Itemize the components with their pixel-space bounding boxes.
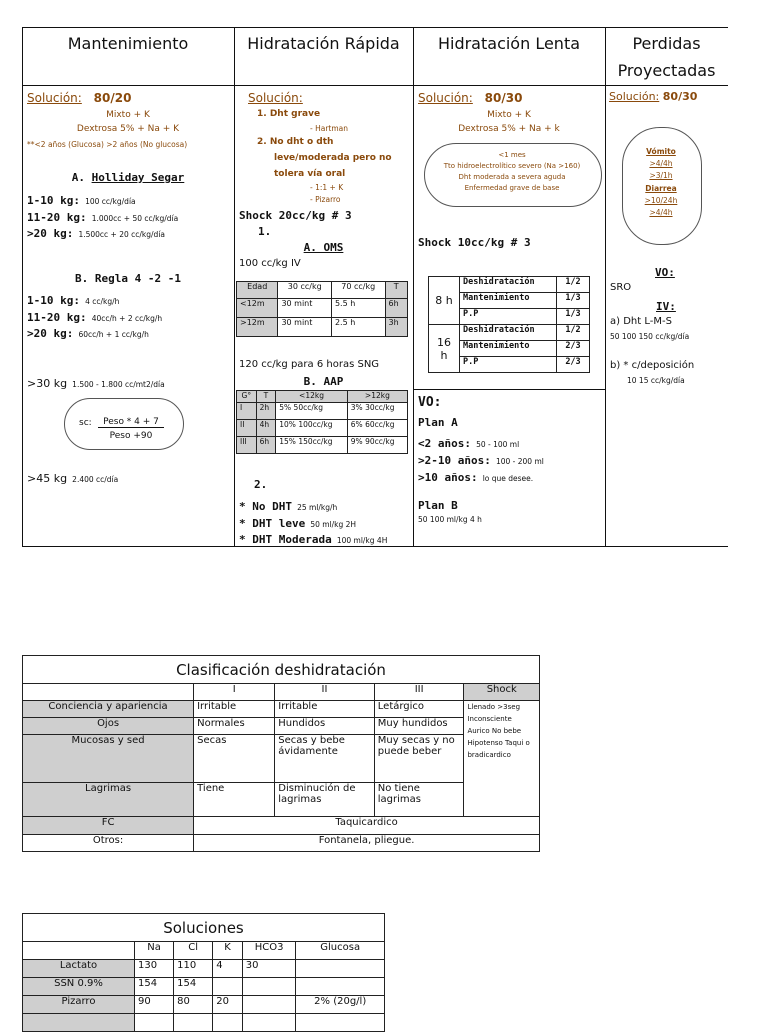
- rap-two: 2.: [254, 478, 268, 491]
- diarrea-label: Diarrea: [645, 184, 677, 193]
- mod-key: * DHT Moderada: [239, 533, 332, 546]
- hs-letter: A.: [71, 171, 85, 184]
- header-perdidas: Perdidas: [632, 34, 701, 53]
- clas-cell: Disminución de lagrimas: [275, 783, 375, 817]
- lenta-table: [428, 276, 590, 373]
- clas-title-row: [23, 656, 540, 684]
- sol-cell: 4: [213, 960, 243, 978]
- sol-cell: [296, 1014, 385, 1032]
- oms-row: [237, 282, 408, 299]
- sol-cell: SSN 0.9%: [23, 978, 135, 996]
- oms-cell: 5.5 h: [331, 299, 385, 318]
- a3-key: >10 años:: [418, 471, 478, 484]
- sol-cell: 90: [135, 996, 174, 1014]
- sol-cell: [296, 978, 385, 996]
- oms-cell: >12m: [237, 318, 278, 337]
- sol-cell: [242, 1014, 296, 1032]
- clas-fc-row: [23, 817, 540, 835]
- perd-vo: VO:: [655, 266, 675, 279]
- r3-key: >20 kg:: [27, 327, 74, 340]
- sol-col-header: HCO3: [242, 942, 296, 960]
- rap-s2b: leve/moderada pero no: [274, 153, 392, 163]
- lenta-value: 1/2: [557, 325, 590, 341]
- clas-cell: Lagrimas: [23, 783, 194, 817]
- lenta-line-1: Mixto + K: [487, 110, 531, 120]
- over45-key: >45 kg: [27, 472, 68, 485]
- lenta-value: 2/3: [557, 357, 590, 373]
- aap-row: [237, 437, 408, 454]
- header-mantenimiento: Mantenimiento: [67, 34, 189, 53]
- sng-line: 120 cc/kg para 6 horas SNG: [239, 359, 380, 370]
- vomito-v2: >4/4h: [649, 159, 673, 168]
- sol-col-header: Na: [135, 942, 174, 960]
- lenta-label: Deshidratación: [460, 325, 557, 341]
- sol-cell: 154: [174, 978, 213, 996]
- aap-cell: <12kg: [276, 391, 348, 403]
- nodht-key: * No DHT: [239, 500, 292, 513]
- oms-cell: 30 cc/kg: [278, 282, 332, 299]
- sc-label: sc:: [79, 418, 92, 428]
- aap-table: [236, 390, 408, 454]
- hs2-key: 11-20 kg:: [27, 211, 87, 224]
- mod-value: 100 ml/kg 4H: [336, 536, 388, 545]
- perd-a: a) Dht L-M-S: [610, 316, 672, 327]
- sol-col-header: Cl: [174, 942, 213, 960]
- clas-cell: Muy hundidos: [374, 718, 464, 735]
- soluciones-table: [22, 913, 385, 1032]
- sol-col-header: K: [213, 942, 243, 960]
- lenta-value: 1/3: [557, 309, 590, 325]
- vomito-v3: >3/1h: [649, 171, 673, 180]
- hs-title: Holliday Segar: [91, 171, 185, 184]
- clas-col-header: III: [374, 684, 464, 701]
- aap-cell: II: [237, 420, 257, 437]
- clas-col-header: Shock: [464, 684, 540, 701]
- sol-cell: 2% (20g/l): [296, 996, 385, 1014]
- lenta-line-2: Dextrosa 5% + Na + k: [458, 124, 560, 134]
- clas-cell: Secas: [194, 735, 275, 783]
- sc-numerator: Peso * 4 + 7: [98, 417, 164, 428]
- clasificacion-table: [22, 655, 540, 852]
- leve-value: 50 ml/kg 2H: [310, 520, 357, 529]
- clas-otros-row: [23, 835, 540, 852]
- r1-value: 4 cc/kg/h: [85, 297, 120, 306]
- clas-shock-cell: Llenado >3seg Inconsciente Aurico No bebe Hipotenso Taqui o bradicardico: [464, 701, 540, 817]
- mant-line-1: Mixto + K: [106, 110, 150, 120]
- sol-cell: 110: [174, 960, 213, 978]
- clas-cell: Irritable: [275, 701, 375, 718]
- r2-key: 11-20 kg:: [27, 311, 87, 324]
- sol-cell: Lactato: [23, 960, 135, 978]
- aap-row: [237, 403, 408, 420]
- oms-row: [237, 318, 408, 337]
- leve-key: * DHT leve: [239, 517, 306, 530]
- sol-row: [23, 978, 385, 996]
- a1-key: <2 años:: [418, 437, 471, 450]
- solucion-value: 80/20: [93, 91, 132, 105]
- a3-value: lo que desee.: [482, 474, 534, 483]
- lenta-value: 1/3: [557, 293, 590, 309]
- hs2-value: 1.000cc + 50 cc/kg/día: [91, 214, 179, 223]
- lenta-row: [429, 325, 590, 341]
- sol-cell: [174, 1014, 213, 1032]
- aap-cell: 6h: [256, 437, 276, 454]
- sol-cell: [213, 978, 243, 996]
- clas-cell: Normales: [194, 718, 275, 735]
- header-proyectadas: Proyectadas: [617, 61, 716, 80]
- perd-b-value: 10 15 cc/kg/día: [627, 376, 685, 385]
- rap-s1a: - Hartman: [310, 124, 349, 133]
- plan-b: Plan B: [418, 499, 458, 512]
- plan-a: Plan A: [418, 416, 458, 429]
- clas-cell: Mucosas y sed: [23, 735, 194, 783]
- clas-row: [23, 701, 540, 718]
- a1-value: 50 - 100 ml: [476, 440, 520, 449]
- header-hidratacion-lenta: Hidratación Lenta: [437, 34, 581, 53]
- perd-iv: IV:: [656, 300, 676, 313]
- aap-row: [237, 391, 408, 403]
- oms-cell: T: [385, 282, 408, 299]
- sol-cell: [213, 1014, 243, 1032]
- aap-cell: 4h: [256, 420, 276, 437]
- cloud-line-4: Enfermedad grave de base: [464, 184, 560, 192]
- sol-cell: [296, 960, 385, 978]
- lenta-label: P.P: [460, 357, 557, 373]
- sol-cell: 20: [213, 996, 243, 1014]
- clas-cell: Irritable: [194, 701, 275, 718]
- rap-s1: 1. Dht grave: [257, 109, 321, 119]
- aap-cell: 6% 60cc/kg: [347, 420, 407, 437]
- over30-value: 1.500 - 1.800 cc/mt2/día: [72, 380, 165, 389]
- over30-key: >30 kg: [27, 377, 68, 390]
- oms-cell: <12m: [237, 299, 278, 318]
- rap-one: 1.: [258, 225, 272, 238]
- sol-row: [23, 960, 385, 978]
- clas-cell: Secas y bebe ávidamente: [275, 735, 375, 783]
- clas-cell: Ojos: [23, 718, 194, 735]
- hs3-value: 1.500cc + 20 cc/kg/día: [78, 230, 165, 239]
- vomito-label: Vómito: [646, 147, 676, 156]
- otros-value: Fontanela, pliegue.: [194, 835, 540, 852]
- sol-cell: Pizarro: [23, 996, 135, 1014]
- aap-cell: 5% 50cc/kg: [276, 403, 348, 420]
- lenta-value: 2/3: [557, 341, 590, 357]
- rap-s2c: tolera vía oral: [274, 169, 346, 179]
- oms-title: A. OMS: [303, 241, 344, 254]
- clas-row: [23, 718, 540, 735]
- clas-header-row: [23, 684, 540, 701]
- clas-col-header: I: [194, 684, 275, 701]
- lenta-solucion-label: Solución:: [418, 91, 473, 105]
- hs1-key: 1-10 kg:: [27, 194, 80, 207]
- rap-s2e: - Pizarro: [310, 195, 341, 204]
- r3-value: 60cc/h + 1 cc/kg/h: [78, 330, 149, 339]
- sol-cell: 154: [135, 978, 174, 996]
- sol-cell: 130: [135, 960, 174, 978]
- clas-row: [23, 783, 540, 817]
- lenta-label: Mantenimiento: [460, 341, 557, 357]
- perd-solucion-label: Solución:: [609, 90, 660, 103]
- a2-key: >2-10 años:: [418, 454, 491, 467]
- aap-cell: 15% 150cc/kg: [276, 437, 348, 454]
- solucion-label: Solución:: [27, 91, 82, 105]
- lenta-time: 8 h: [429, 277, 460, 325]
- oms-row: [237, 299, 408, 318]
- lenta-label: P.P: [460, 309, 557, 325]
- oms-cell: Edad: [237, 282, 278, 299]
- aap-row: [237, 420, 408, 437]
- sol-cell: 80: [174, 996, 213, 1014]
- clas-cell: Tiene: [194, 783, 275, 817]
- clas-col-header: II: [275, 684, 375, 701]
- rap-s2d: - 1:1 + K: [310, 183, 344, 192]
- clas-cell: Muy secas y no puede beber: [374, 735, 464, 783]
- clas-cell: Hundidos: [275, 718, 375, 735]
- cloud-line-2: Tto hidroelectrolítico severo (Na >160): [443, 162, 581, 170]
- hs3-key: >20 kg:: [27, 227, 74, 240]
- sol-col-header: [23, 942, 135, 960]
- sol-row: [23, 1014, 385, 1032]
- oms-cell: 70 cc/kg: [331, 282, 385, 299]
- lenta-solucion-value: 80/30: [484, 91, 523, 105]
- oms-cell: 6h: [385, 299, 408, 318]
- lenta-time: 16 h: [429, 325, 460, 373]
- sol-col-header: Glucosa: [296, 942, 385, 960]
- rap-shock: Shock 20cc/kg # 3: [239, 209, 352, 222]
- oms-cell: 3h: [385, 318, 408, 337]
- sol-cell: [23, 1014, 135, 1032]
- oms-cell: 2.5 h: [331, 318, 385, 337]
- lenta-label: Mantenimiento: [460, 293, 557, 309]
- perd-a-value: 50 100 150 cc/kg/día: [610, 332, 690, 341]
- aap-cell: 2h: [256, 403, 276, 420]
- plan-b-value: 50 100 ml/kg 4 h: [418, 515, 482, 524]
- clas-col-header: [23, 684, 194, 701]
- sol-cell: [242, 978, 296, 996]
- cloud-line-3: Dht moderada a severa aguda: [458, 173, 566, 181]
- header-hidratacion-rapida: Hidratación Rápida: [247, 34, 400, 53]
- aap-cell: 9% 90cc/kg: [347, 437, 407, 454]
- a2-value: 100 - 200 ml: [495, 457, 544, 466]
- aap-cell: T: [256, 391, 276, 403]
- oms-cell: 30 mint: [278, 299, 332, 318]
- oms-line: 100 cc/kg IV: [239, 258, 301, 269]
- r2-value: 40cc/h + 2 cc/kg/h: [91, 314, 163, 323]
- clas-cell: Letárgico: [374, 701, 464, 718]
- diarrea-v2: >10/24h: [644, 196, 678, 205]
- oms-table: [236, 281, 408, 337]
- clas-cell: Conciencia y apariencia: [23, 701, 194, 718]
- clas-cell: No tiene lagrimas: [374, 783, 464, 817]
- lenta-label: Deshidratación: [460, 277, 557, 293]
- aap-cell: 3% 30cc/kg: [347, 403, 407, 420]
- rap-solucion-label: Solución:: [248, 91, 303, 105]
- aap-cell: G°: [237, 391, 257, 403]
- lenta-row: [429, 277, 590, 293]
- mant-line-2: Dextrosa 5% + Na + K: [76, 124, 180, 134]
- sol-title: Soluciones: [23, 914, 385, 942]
- lenta-shock: Shock 10cc/kg # 3: [418, 236, 531, 249]
- sol-header-row: [23, 942, 385, 960]
- aap-title: B. AAP: [303, 375, 344, 388]
- diarrea-v3: >4/4h: [649, 208, 673, 217]
- regla-title: B. Regla 4 -2 -1: [75, 272, 181, 285]
- lenta-vo: VO:: [418, 395, 442, 410]
- sol-cell: 30: [242, 960, 296, 978]
- r1-key: 1-10 kg:: [27, 294, 80, 307]
- lenta-value: 1/2: [557, 277, 590, 293]
- fc-value: Taquicardico: [194, 817, 540, 835]
- sol-title-row: [23, 914, 385, 942]
- perd-sro: SRO: [610, 282, 632, 293]
- oms-cell: 30 mint: [278, 318, 332, 337]
- clas-row: [23, 735, 540, 783]
- aap-cell: >12kg: [347, 391, 407, 403]
- aap-cell: I: [237, 403, 257, 420]
- nodht-value: 25 ml/kg/h: [297, 503, 338, 512]
- otros-label: Otros:: [23, 835, 194, 852]
- perd-b: b) * c/deposición: [610, 360, 695, 371]
- clas-title: Clasificación deshidratación: [23, 656, 540, 684]
- sol-cell: [242, 996, 296, 1014]
- hs1-value: 100 cc/kg/día: [85, 197, 136, 206]
- sol-row: [23, 996, 385, 1014]
- rap-s2a: 2. No dht o dth: [257, 137, 334, 147]
- aap-cell: 10% 100cc/kg: [276, 420, 348, 437]
- cloud-line-1: <1 mes: [498, 151, 526, 159]
- sol-cell: [135, 1014, 174, 1032]
- mant-line-3: **<2 años (Glucosa) >2 años (No glucosa): [27, 140, 188, 149]
- aap-cell: III: [237, 437, 257, 454]
- over45-value: 2.400 cc/día: [72, 475, 119, 484]
- perd-solucion-value: 80/30: [662, 90, 698, 103]
- sc-denominator: Peso +90: [109, 431, 153, 441]
- fc-label: FC: [23, 817, 194, 835]
